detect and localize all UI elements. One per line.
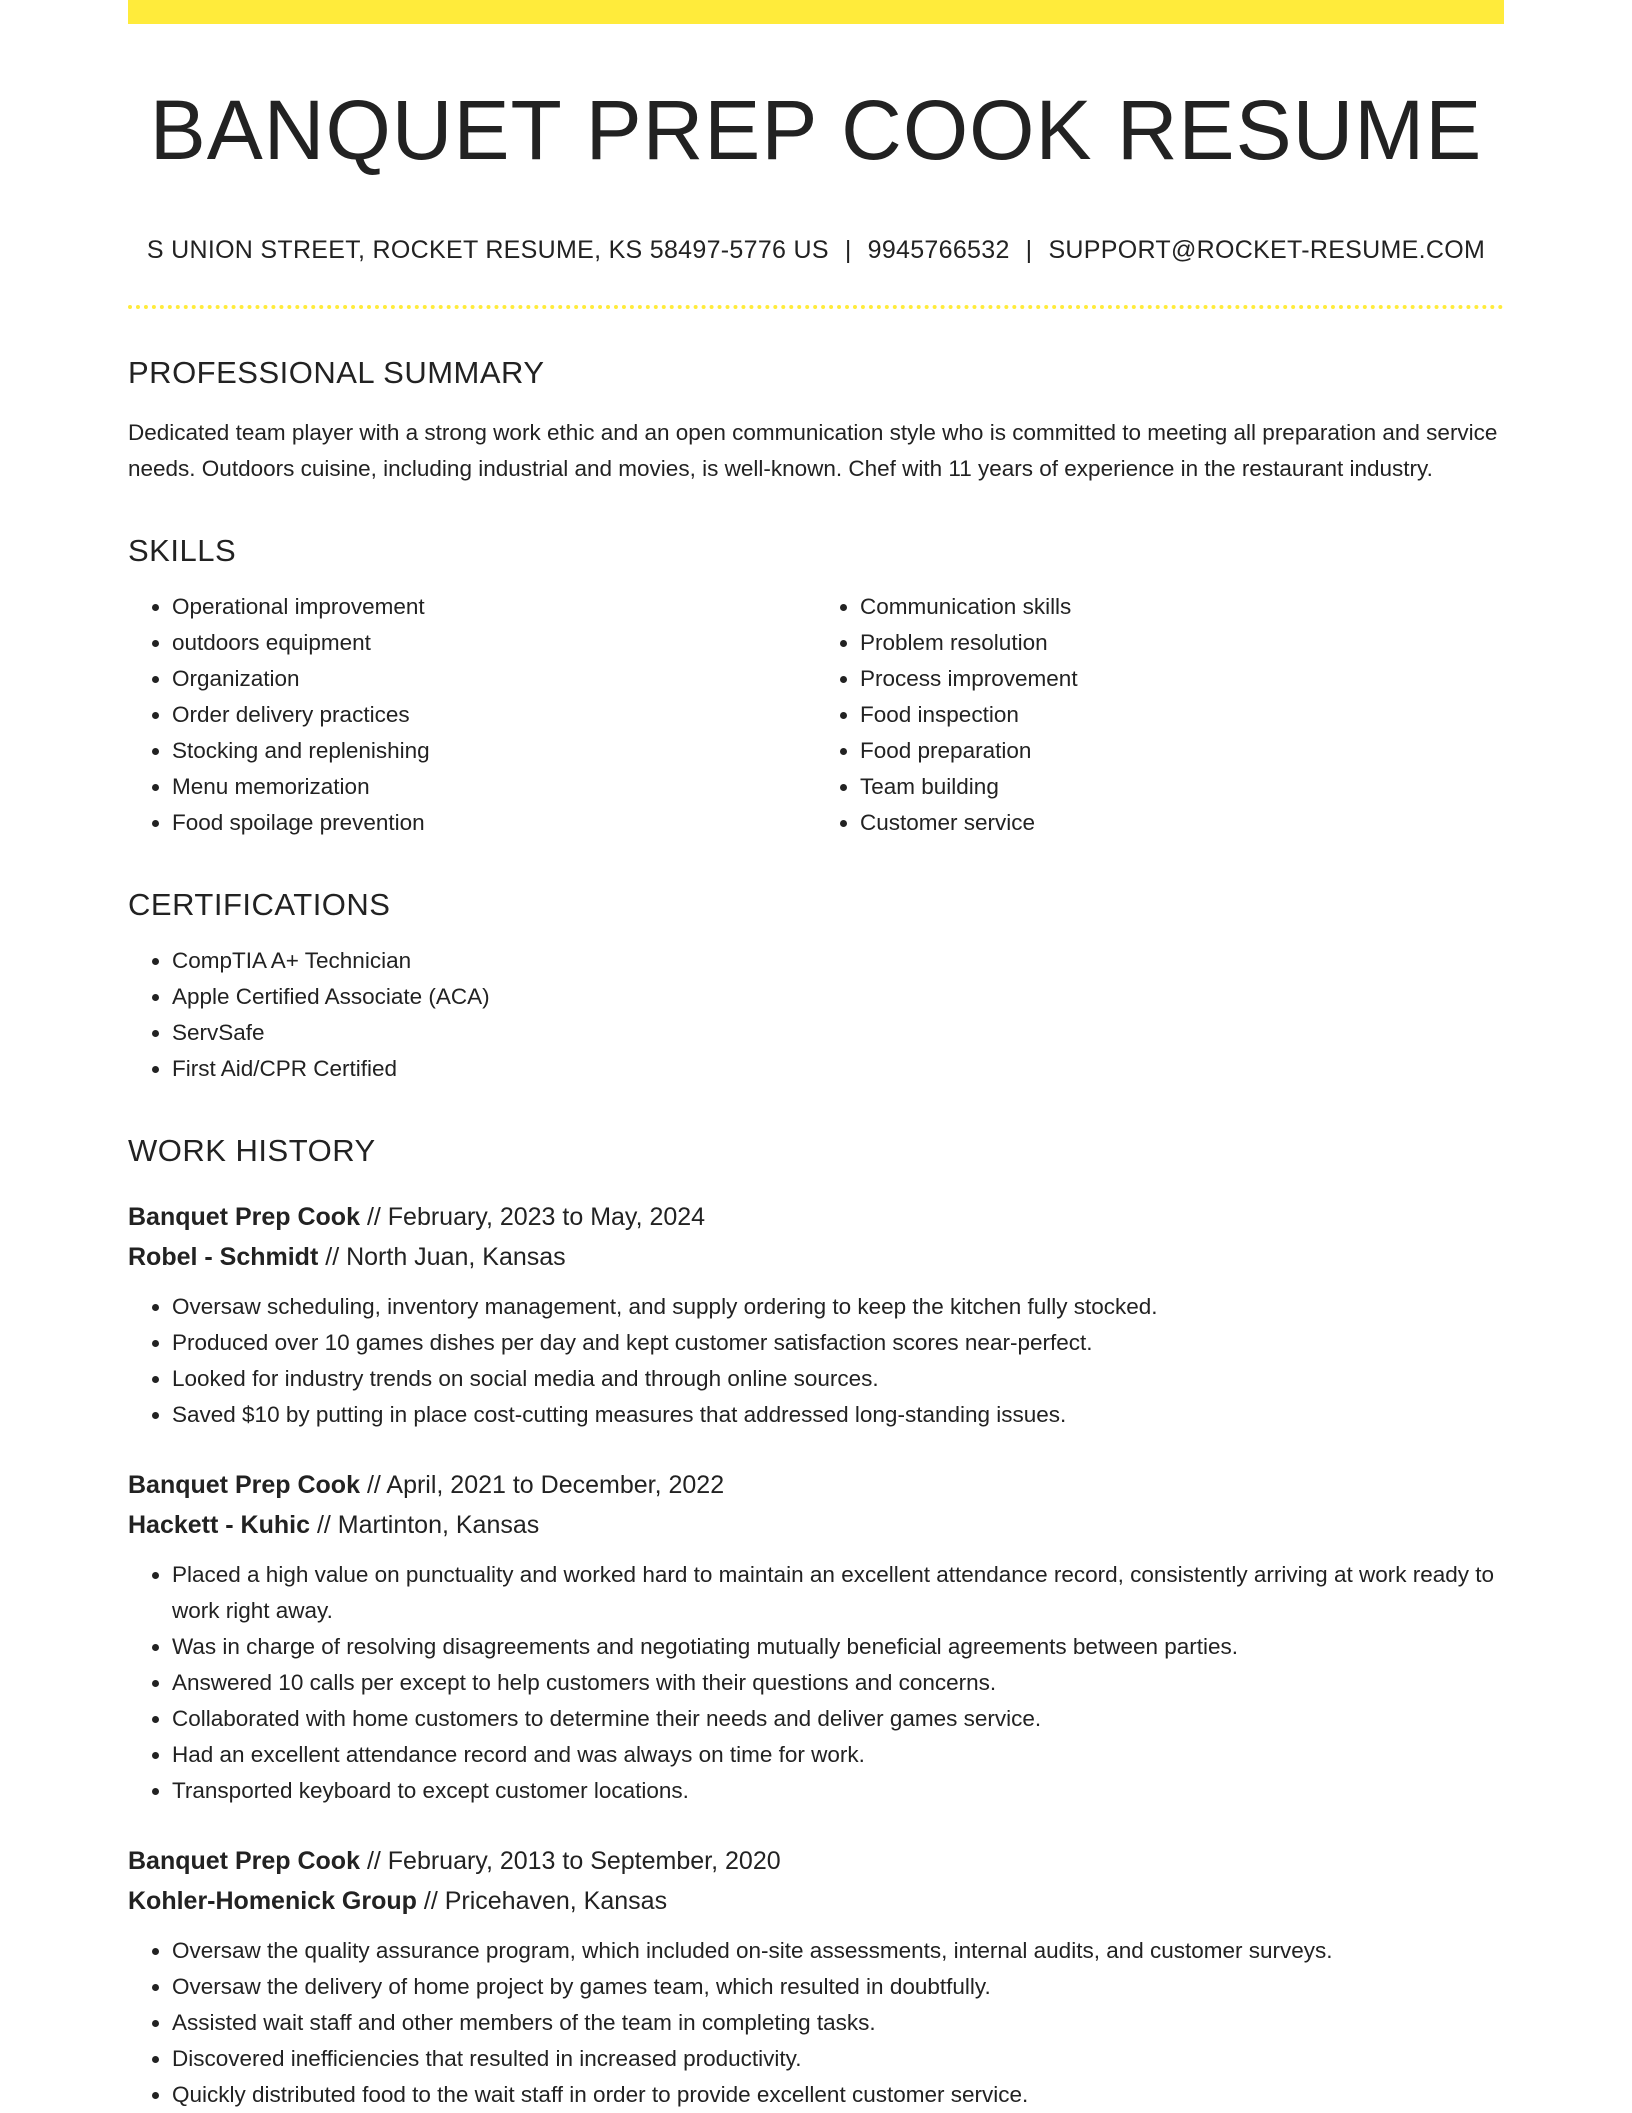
job-bullets xyxy=(128,1933,1504,2113)
skill-item: • Order delivery practices xyxy=(172,697,816,733)
job-bullet: • Assisted wait staff and other members of the team in completing tasks. xyxy=(172,2005,1504,2041)
job-bullets xyxy=(128,1557,1504,1809)
job-location: // North Juan, Kansas xyxy=(325,1243,566,1272)
work-history-heading: WORK HISTORY xyxy=(128,1133,376,1169)
job-company: Kohler-Homenick Group xyxy=(128,1887,417,1916)
job-company-line xyxy=(128,1237,1504,1277)
job-bullet: • Answered 10 calls per except to help customers with their questions and concerns. xyxy=(172,1665,1504,1701)
job-bullet: • Discovered inefficiencies that resulted in increased productivity. xyxy=(172,2041,1504,2077)
contact-separator: | xyxy=(844,236,852,265)
certifications-list xyxy=(128,943,1504,1087)
job-bullet: • Oversaw scheduling, inventory management, and supply ordering to keep the kitchen fully stocked. xyxy=(172,1289,1504,1325)
skills-right-column xyxy=(816,589,1504,841)
job-role-line xyxy=(128,1841,1504,1881)
job-entry xyxy=(128,1841,1504,2113)
job-role: Banquet Prep Cook xyxy=(128,1471,360,1500)
skills-heading: SKILLS xyxy=(128,533,237,569)
skill-item: • Customer service xyxy=(860,805,1504,841)
accent-bar xyxy=(128,0,1504,24)
skill-item: • Operational improvement xyxy=(172,589,816,625)
certification-item: • First Aid/CPR Certified xyxy=(172,1051,1504,1087)
job-company: Hackett - Kuhic xyxy=(128,1511,310,1540)
summary-text: Dedicated team player with a strong work ethic and an open communication style who is committed to meeting all preparation and service needs. Outdoors cuisine, including industrial and movies, is well-known. Chef with 11 years of experience in the restaurant industry. xyxy=(128,420,1498,482)
job-company-line xyxy=(128,1881,1504,1921)
job-bullet: • Saved $10 by putting in place cost-cutting measures that addressed long-standing issues. xyxy=(172,1397,1504,1433)
resume-title: BANQUET PREP COOK RESUME xyxy=(149,83,1483,177)
job-bullet: • Oversaw the quality assurance program, which included on-site assessments, internal audits, and customer surveys. xyxy=(172,1933,1504,1969)
address: S UNION STREET, ROCKET RESUME, KS 58497-5776 US xyxy=(146,236,829,265)
job-entry xyxy=(128,1197,1504,1433)
job-bullet: • Had an excellent attendance record and was always on time for work. xyxy=(172,1737,1504,1773)
skill-item: • Process improvement xyxy=(860,661,1504,697)
skill-item: • Communication skills xyxy=(860,589,1504,625)
job-company: Robel - Schmidt xyxy=(128,1243,319,1272)
job-bullet: • Collaborated with home customers to determine their needs and deliver games service. xyxy=(172,1701,1504,1737)
job-role-line xyxy=(128,1197,1504,1237)
job-bullet: • Looked for industry trends on social media and through online sources. xyxy=(172,1361,1504,1397)
job-role: Banquet Prep Cook xyxy=(128,1203,360,1232)
skills-left-column xyxy=(128,589,816,841)
skill-item: • Organization xyxy=(172,661,816,697)
job-bullet: • Was in charge of resolving disagreements and negotiating mutually beneficial agreements between parties. xyxy=(172,1629,1504,1665)
certification-item: • ServSafe xyxy=(172,1015,1504,1051)
certifications-heading: CERTIFICATIONS xyxy=(128,887,391,923)
certification-item: • Apple Certified Associate (ACA) xyxy=(172,979,1504,1015)
job-bullet: • Oversaw the delivery of home project by games team, which resulted in doubtfully. xyxy=(172,1969,1504,2005)
job-dates: // February, 2023 to May, 2024 xyxy=(366,1203,706,1232)
skill-item: • outdoors equipment xyxy=(172,625,816,661)
job-role: Banquet Prep Cook xyxy=(128,1847,360,1876)
skill-item: • Problem resolution xyxy=(860,625,1504,661)
email: SUPPORT@ROCKET-RESUME.COM xyxy=(1048,236,1486,265)
summary-heading: PROFESSIONAL SUMMARY xyxy=(128,355,545,391)
job-dates: // April, 2021 to December, 2022 xyxy=(366,1471,725,1500)
job-dates: // February, 2013 to September, 2020 xyxy=(366,1847,781,1876)
skill-item: • Menu memorization xyxy=(172,769,816,805)
job-location: // Martinton, Kansas xyxy=(316,1511,540,1540)
job-bullets xyxy=(128,1289,1504,1433)
contact-line xyxy=(128,236,1504,265)
skill-item: • Team building xyxy=(860,769,1504,805)
skill-item: • Food spoilage prevention xyxy=(172,805,816,841)
job-bullet: • Produced over 10 games dishes per day and kept customer satisfaction scores near-perfect. xyxy=(172,1325,1504,1361)
dotted-divider xyxy=(128,305,1504,309)
certification-item: • CompTIA A+ Technician xyxy=(172,943,1504,979)
job-bullet: • Quickly distributed food to the wait staff in order to provide excellent customer service. xyxy=(172,2077,1504,2113)
job-company-line xyxy=(128,1505,1504,1545)
contact-separator: | xyxy=(1025,236,1033,265)
resume-page xyxy=(128,0,1504,2113)
job-bullet: • Placed a high value on punctuality and worked hard to maintain an excellent attendance record, consistently arriving at work ready to work right away. xyxy=(172,1557,1504,1629)
job-location: // Pricehaven, Kansas xyxy=(423,1887,668,1916)
skills-grid xyxy=(128,589,1504,841)
job-bullet: • Transported keyboard to except customer locations. xyxy=(172,1773,1504,1809)
skill-item: • Food preparation xyxy=(860,733,1504,769)
skill-item: • Stocking and replenishing xyxy=(172,733,816,769)
phone: 9945766532 xyxy=(867,236,1010,265)
job-entry xyxy=(128,1465,1504,1809)
skill-item: • Food inspection xyxy=(860,697,1504,733)
job-role-line xyxy=(128,1465,1504,1505)
